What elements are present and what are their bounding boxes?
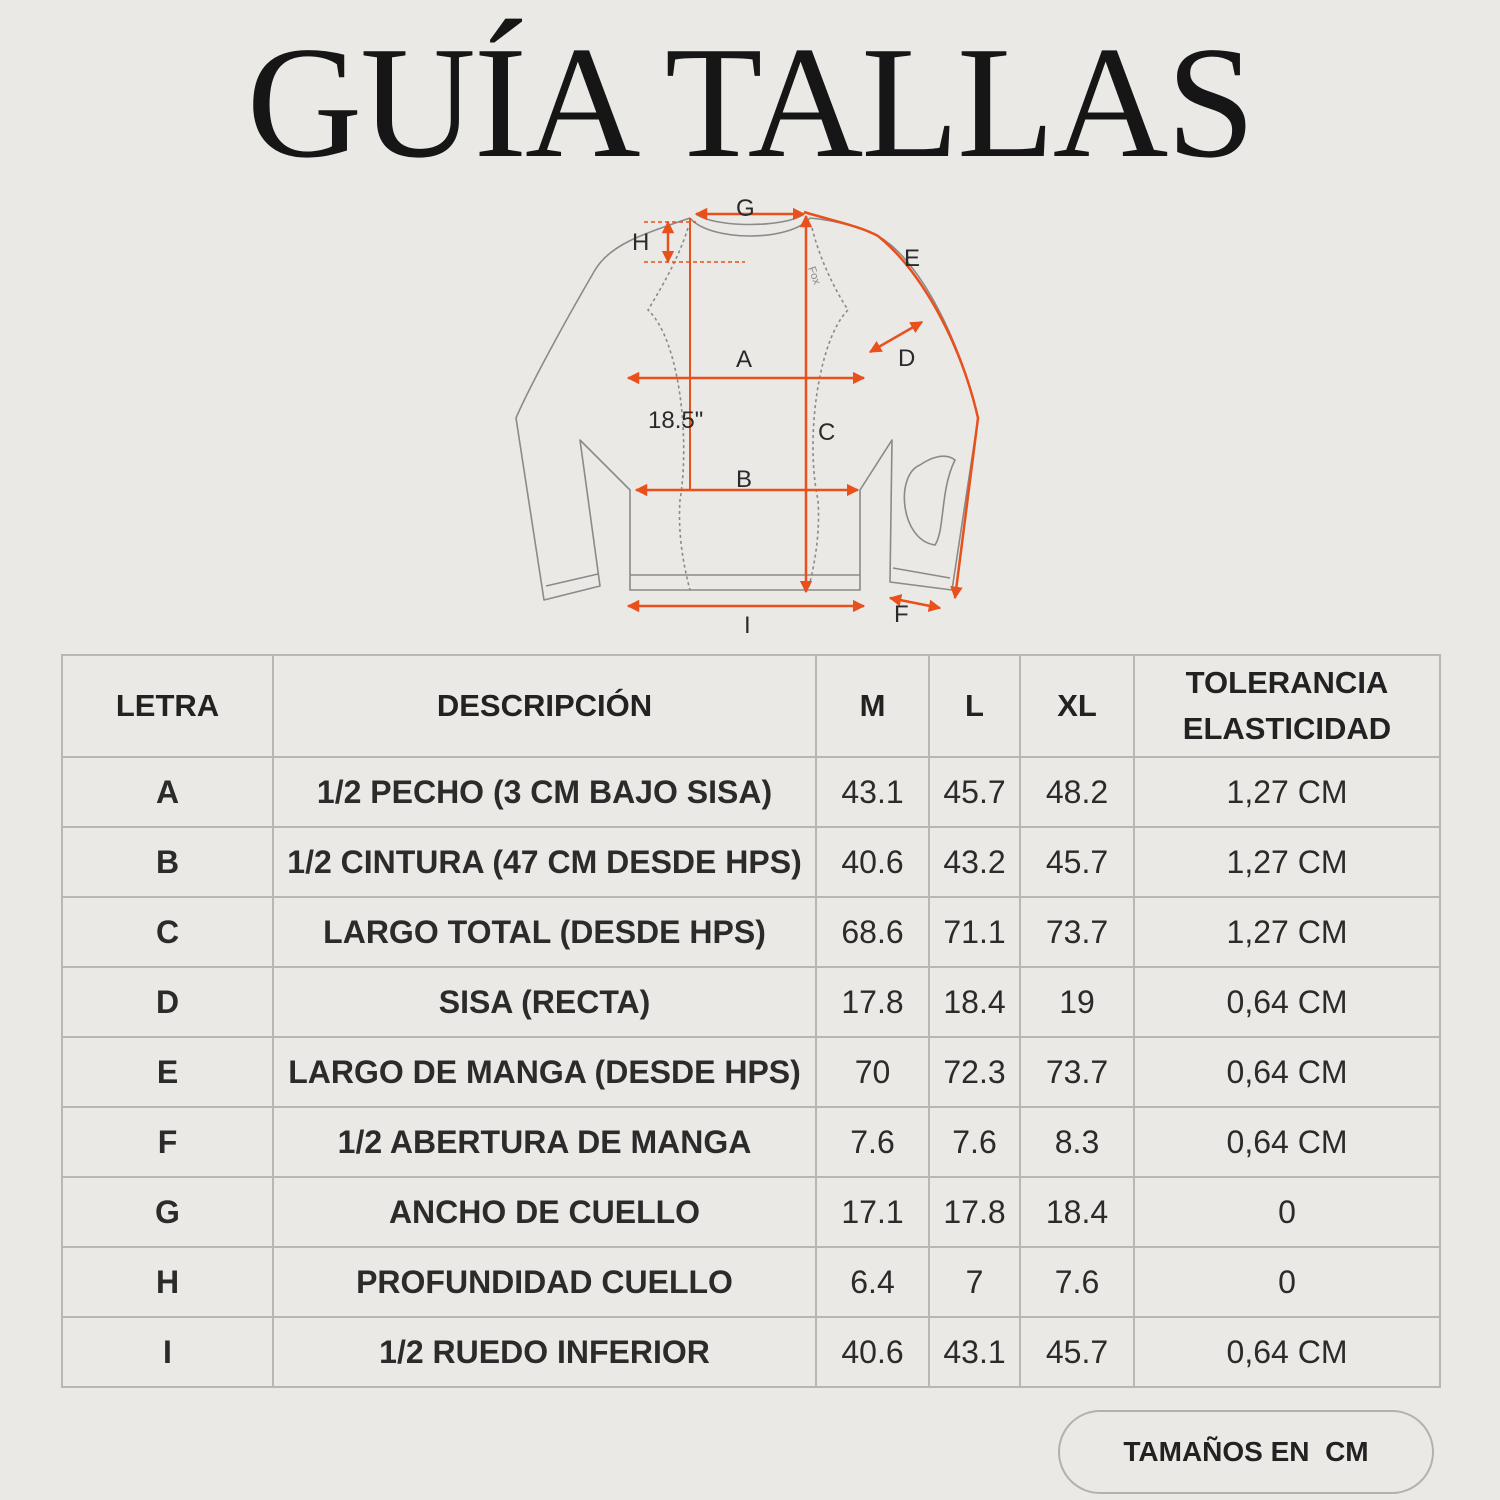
cell-letter: H <box>62 1247 273 1317</box>
cell-size-l: 7 <box>929 1247 1020 1317</box>
table-row <box>62 967 1440 1037</box>
header-description: DESCRIPCIÓN <box>273 655 816 757</box>
cell-size-m: 17.1 <box>816 1177 929 1247</box>
cell-size-l: 18.4 <box>929 967 1020 1037</box>
label-i: I <box>744 612 751 639</box>
label-h: H <box>632 229 650 256</box>
measurement-annotation: 18.5" <box>648 407 704 434</box>
label-b: B <box>736 466 753 493</box>
cell-tolerance: 1,27 CM <box>1134 757 1440 827</box>
cell-description: 1/2 PECHO (3 CM BAJO SISA) <box>273 757 816 827</box>
label-d: D <box>898 345 916 372</box>
cell-size-xl: 7.6 <box>1020 1247 1134 1317</box>
table-row <box>62 827 1440 897</box>
cell-size-m: 6.4 <box>816 1247 929 1317</box>
cell-size-m: 43.1 <box>816 757 929 827</box>
cell-size-m: 7.6 <box>816 1107 929 1177</box>
cell-description: LARGO DE MANGA (DESDE HPS) <box>273 1037 816 1107</box>
cell-letter: B <box>62 827 273 897</box>
cell-size-m: 40.6 <box>816 1317 929 1387</box>
label-g: G <box>736 195 755 222</box>
cell-size-xl: 73.7 <box>1020 897 1134 967</box>
cell-description: LARGO TOTAL (DESDE HPS) <box>273 897 816 967</box>
cell-size-m: 17.8 <box>816 967 929 1037</box>
table-row <box>62 757 1440 827</box>
cell-size-xl: 45.7 <box>1020 827 1134 897</box>
cell-size-m: 68.6 <box>816 897 929 967</box>
table-header-row <box>62 655 1440 757</box>
cell-size-l: 71.1 <box>929 897 1020 967</box>
cell-letter: A <box>62 757 273 827</box>
header-size-l: L <box>929 655 1020 757</box>
shirt-measurement-diagram <box>500 190 1000 640</box>
cell-description: 1/2 RUEDO INFERIOR <box>273 1317 816 1387</box>
cell-tolerance: 0 <box>1134 1247 1440 1317</box>
cell-letter: C <box>62 897 273 967</box>
cell-description: ANCHO DE CUELLO <box>273 1177 816 1247</box>
cell-size-m: 40.6 <box>816 827 929 897</box>
cell-size-xl: 73.7 <box>1020 1037 1134 1107</box>
cell-size-xl: 19 <box>1020 967 1134 1037</box>
cell-size-l: 45.7 <box>929 757 1020 827</box>
header-size-m: M <box>816 655 929 757</box>
cell-tolerance: 1,27 CM <box>1134 827 1440 897</box>
cell-size-xl: 18.4 <box>1020 1177 1134 1247</box>
shirt-diagram-svg <box>500 190 1000 640</box>
label-f: F <box>894 601 909 628</box>
cell-tolerance: 0 <box>1134 1177 1440 1247</box>
header-tolerance <box>1134 655 1440 757</box>
label-a: A <box>736 346 753 373</box>
label-e: E <box>904 245 921 272</box>
header-letter: LETRA <box>62 655 273 757</box>
cell-tolerance: 0,64 CM <box>1134 1317 1440 1387</box>
cell-size-m: 70 <box>816 1037 929 1107</box>
header-tolerance-line2: ELASTICIDAD <box>1182 711 1392 746</box>
cell-letter: I <box>62 1317 273 1387</box>
page-title: GUÍA TALLAS <box>246 13 1254 191</box>
cell-size-xl: 45.7 <box>1020 1317 1134 1387</box>
cell-size-l: 43.2 <box>929 827 1020 897</box>
cell-tolerance: 1,27 CM <box>1134 897 1440 967</box>
label-c: C <box>818 419 836 446</box>
table-row <box>62 1177 1440 1247</box>
cell-letter: G <box>62 1177 273 1247</box>
table-row <box>62 1107 1440 1177</box>
header-size-xl: XL <box>1020 655 1134 757</box>
size-table <box>61 654 1441 1388</box>
cell-size-l: 72.3 <box>929 1037 1020 1107</box>
cell-size-l: 43.1 <box>929 1317 1020 1387</box>
cell-tolerance: 0,64 CM <box>1134 1037 1440 1107</box>
cell-letter: E <box>62 1037 273 1107</box>
cell-size-xl: 48.2 <box>1020 757 1134 827</box>
cell-letter: D <box>62 967 273 1037</box>
cell-size-l: 17.8 <box>929 1177 1020 1247</box>
cell-tolerance: 0,64 CM <box>1134 1107 1440 1177</box>
cell-description: 1/2 CINTURA (47 CM DESDE HPS) <box>273 827 816 897</box>
cell-description: 1/2 ABERTURA DE MANGA <box>273 1107 816 1177</box>
table-row <box>62 1037 1440 1107</box>
cell-letter: F <box>62 1107 273 1177</box>
table-row <box>62 897 1440 967</box>
cell-tolerance: 0,64 CM <box>1134 967 1440 1037</box>
header-tolerance-line1: TOLERANCIA <box>1185 665 1389 700</box>
cell-size-l: 7.6 <box>929 1107 1020 1177</box>
cell-description: PROFUNDIDAD CUELLO <box>273 1247 816 1317</box>
units-badge: TAMAÑOS EN CM <box>1058 1410 1434 1494</box>
table-row <box>62 1247 1440 1317</box>
cell-description: SISA (RECTA) <box>273 967 816 1037</box>
brand-logo: Fox <box>805 264 823 287</box>
table-row <box>62 1317 1440 1387</box>
cell-size-xl: 8.3 <box>1020 1107 1134 1177</box>
